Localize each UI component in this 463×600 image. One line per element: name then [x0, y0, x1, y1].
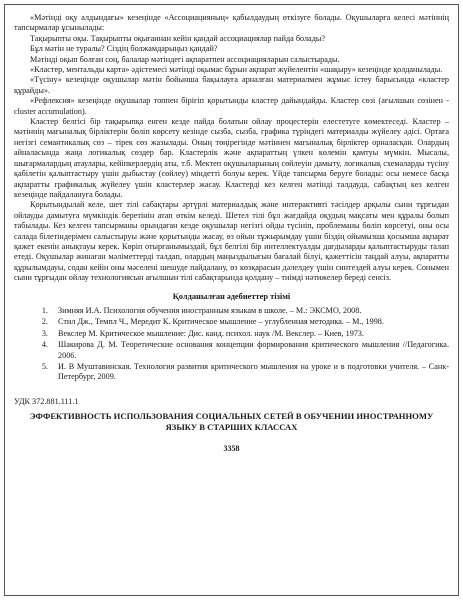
paragraph-cluster-method: «Кластер, ментальды карта» әдістемесі мәтінді оқымас бұрын ақпарат жүйелентін «шақыру» кезеңінде қолданылады.	[30, 65, 443, 75]
reference-item: 3. Векслер М. Критическое мышление: Дис. канд. психол. наук /М. Векслер. – Киев, 1973.	[50, 329, 449, 339]
paragraph-reflection: «Рефлексия» кезеңінде оқушылар топпен бірігіп қорытынды кластер дайындайды. Кластер сөзі (ағылшын сөзінен - cluster accumulation).	[14, 96, 449, 116]
paragraph-task-2: Бұл мәтін не туралы? Сіздің болжамдарыңыз қандай?	[30, 44, 218, 54]
udk-code: УДК 372.881.111.1	[14, 396, 79, 406]
page-number: 3358	[223, 444, 240, 454]
paragraph-association-intro: «Мәтінді оқу алдындағы» кезеңінде «Ассоциацияның» қабылдаудың өткізуге болады. Оқушыларға келесі мәтіннің тапсырмалар ұсынылады:	[14, 13, 449, 33]
references-list	[14, 306, 449, 383]
paragraph-conclusion: Қорытындылай келе, шет тілі сабақтары әртүрлі материалдық және интерактивті тәсілдер арқылы сыни тұрғыдан ойлауды дамытуға мүмкіндік беретінін атап өткім келеді. Шетел тілі бұл жағдайда оқудың мақсаты мен құралы болып табылады. Кез келген тапсырманы орындаған кезде оқушылар негізгі ойды түсініп, проблеманы бөліп көрсетуі, оны осы салада білетіндерімен салыстыруы және қорытынды жасау, өз ойын тұжырымдау үшін біздің ойымызша қосымша ақпарат қажет екенін анықтауы керек. Көріп отырғанымыздай, бұл белгілі бір интеллектуалды дағдыларды қалыптастыруды талап етеді. Оқушылар жинаған мәліметтерді талдап, олардың маңыздылығын бағалай білуі, қажеттісін таңдай алуы, ақпаратты құрылымдауы, содан кейін оны мәселені шешуде пайдалану, өз көзқарасын дәлелдеу үшін синтездей алуы керек. Сонымен сыни тұрғыдан ойлау технологиясын ағылшын тілі сабақтарында қолдану – тиімді нәтижелер береді сенсіз.	[14, 200, 449, 283]
reference-item: 5. И. В Муштавинская. Технология развития критического мышления на уроке и в подготовки учителя. – Санк- Петербург, 2009.	[50, 362, 449, 383]
paragraph-compare: Мәтінді оқып болған соң, балалар мәтіндегі ақпаратпен ассоциацияларын салыстырады.	[30, 54, 340, 64]
reference-item: 2. Стил Дж., Темпл Ч., Мередит К. Критическое мышление – углубленная методика. – М., 1998.	[50, 317, 449, 327]
paragraph-understanding: «Түсіну» кезеңінде оқушылар мәтін бойынша бақылауға арналған материалмен жұмыс істеу барысында «кластер құрайды».	[14, 75, 449, 95]
reference-item: 4. Шакирова Д. М. Теоретические основания концепции формирования критического мышления //Педагогика. 2006.	[50, 340, 449, 361]
article-title: ЭФФЕКТИВНОСТЬ ИСПОЛЬЗОВАНИЯ СОЦИАЛЬНЫХ СЕТЕЙ В ОБУЧЕНИИ ИНОСТРАННОМУ ЯЗЫКУ В СТАРШИХ КЛАССАХ	[29, 411, 434, 432]
body-text	[14, 13, 449, 284]
paragraph-task-1: Тақырыпты оқы. Тақырыпты оқығаннан кейін қандай ассоциациялар пайда болады?	[30, 33, 325, 43]
paragraph-cluster-definition: Кластер белгісі бір тақырыпқа енген кезде пайда болатын ойлау процестерін елестетуге көмектеседі. Кластер – мәтіннің мағыналық бірліктерін бөліп көрсету кезінде сызба, сызба, графика түріндегі материалды жүйелеу әдісі. Ортаға негізгі семантикалық сөз – тірек сөз жазылады. Оның төңірегінде мәтіннен мағыналық бірліктер орналасқан. Олардың айналасында жаңа логикалық сөздер бар. Кластерлік және ақпараттың үлкен көлемін қамтуы мүмкін. Мысалы, шығармалардың атаулары, кейіпкерлердің аты, т.б. Мектеп оқушыларының сөйлеуін дамыту, логикалық схемаларды түсіну қабілетін қалыптастыру үшін дыбыстау (сөйлеу) міндетті болуы керек. Үйде тапсырма беруге болады: осы немесе басқа ақпаратты графикалық жүйелеу үшін кластерлер жасау. Кластерді кез келген мәтінді талдауда, сабақтың кез келген кезеңінде пайдалануға болады.	[14, 117, 449, 199]
references-heading: Қолданылған әдебиеттер тізімі	[172, 291, 291, 301]
reference-item: 1. Зимняя И.А. Психология обучения иностранным языкам в школе. – М.: ЭКСМО, 2008.	[50, 306, 449, 316]
